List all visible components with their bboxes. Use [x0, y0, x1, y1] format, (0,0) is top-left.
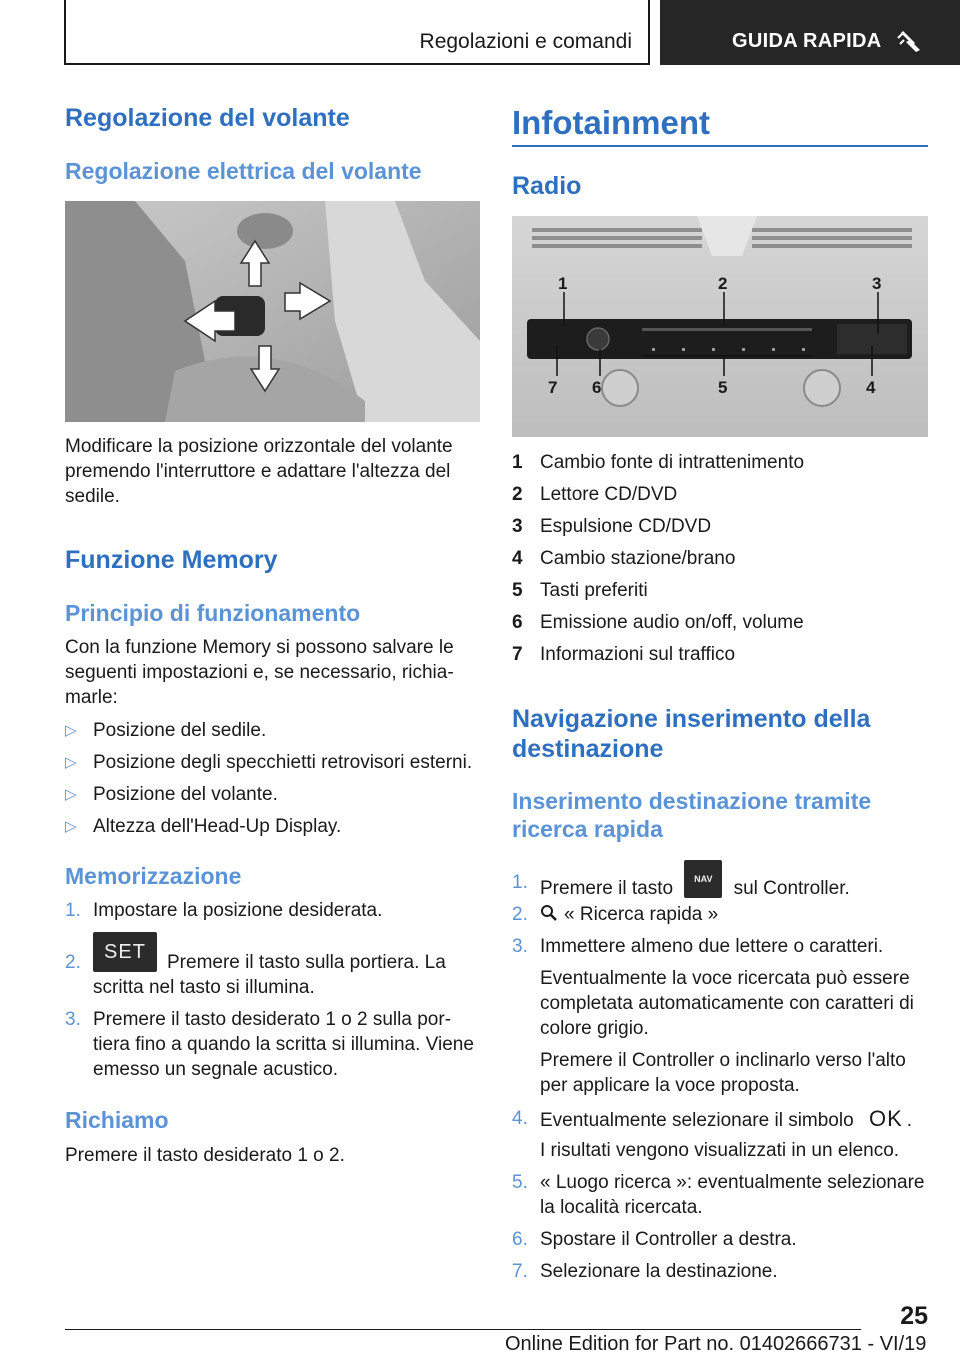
page-number: 25: [900, 1302, 928, 1330]
heading-radio: Radio: [512, 172, 582, 200]
callout-label: 7: [548, 378, 558, 397]
set-key-icon: SET: [93, 932, 157, 972]
heading-steering-electric: Regolazione elettrica del volante: [65, 158, 422, 184]
heading-steering: Regolazione del volante: [65, 104, 350, 132]
principle-text: Con la funzione Memory si possono salvare le seguenti impostazioni e, se necessario, richiamarle:: [65, 637, 454, 708]
header-section-box: [64, 0, 650, 65]
bullet-triangle-icon: ▷: [65, 786, 77, 803]
callout-label: 3: [872, 274, 882, 293]
recall-text: Premere il tasto desiderato 1 o 2.: [65, 1145, 345, 1166]
footer-divider: [65, 1329, 861, 1330]
header-section-title: Regolazioni e comandi: [419, 30, 632, 53]
callout-label: 2: [718, 274, 728, 293]
radio-panel-photo: [512, 216, 928, 437]
bullet-triangle-icon: ▷: [65, 818, 77, 835]
bullet-triangle-icon: ▷: [65, 754, 77, 771]
steering-adjust-photo: [65, 201, 480, 422]
heading-quick-search: Inserimento destinazione tramite ricerca rapida: [512, 788, 872, 842]
callout-label: 5: [718, 378, 728, 397]
quick-guide-icon: [896, 28, 924, 56]
heading-principle: Principio di funzionamento: [65, 600, 361, 626]
callout-label: 6: [592, 378, 602, 397]
steering-text: Modificare la posizione orizzontale del volante premendo l'interruttore e adattare l'altezza del sedile.: [65, 436, 453, 507]
nav-key-icon: NAV: [684, 860, 722, 898]
heading-recall: Richiamo: [65, 1107, 169, 1133]
heading-rule: [512, 145, 928, 147]
ok-symbol-icon: OK: [868, 1106, 903, 1131]
heading-infotainment: Infotainment: [512, 104, 710, 141]
header-tab: [660, 0, 960, 65]
heading-store: Memorizzazione: [65, 863, 242, 889]
search-icon: [540, 904, 558, 922]
heading-memory: Funzione Memory: [65, 546, 278, 574]
callout-label: 1: [558, 274, 568, 293]
edition-text: Online Edition for Part no. 01402666731 - VI/19: [505, 1333, 927, 1355]
heading-navigation: Navigazione inserimento della destinazione: [512, 705, 871, 763]
header-tab-label: GUIDA RAPIDA: [732, 30, 882, 52]
bullet-triangle-icon: ▷: [65, 722, 77, 739]
callout-label: 4: [866, 378, 876, 397]
